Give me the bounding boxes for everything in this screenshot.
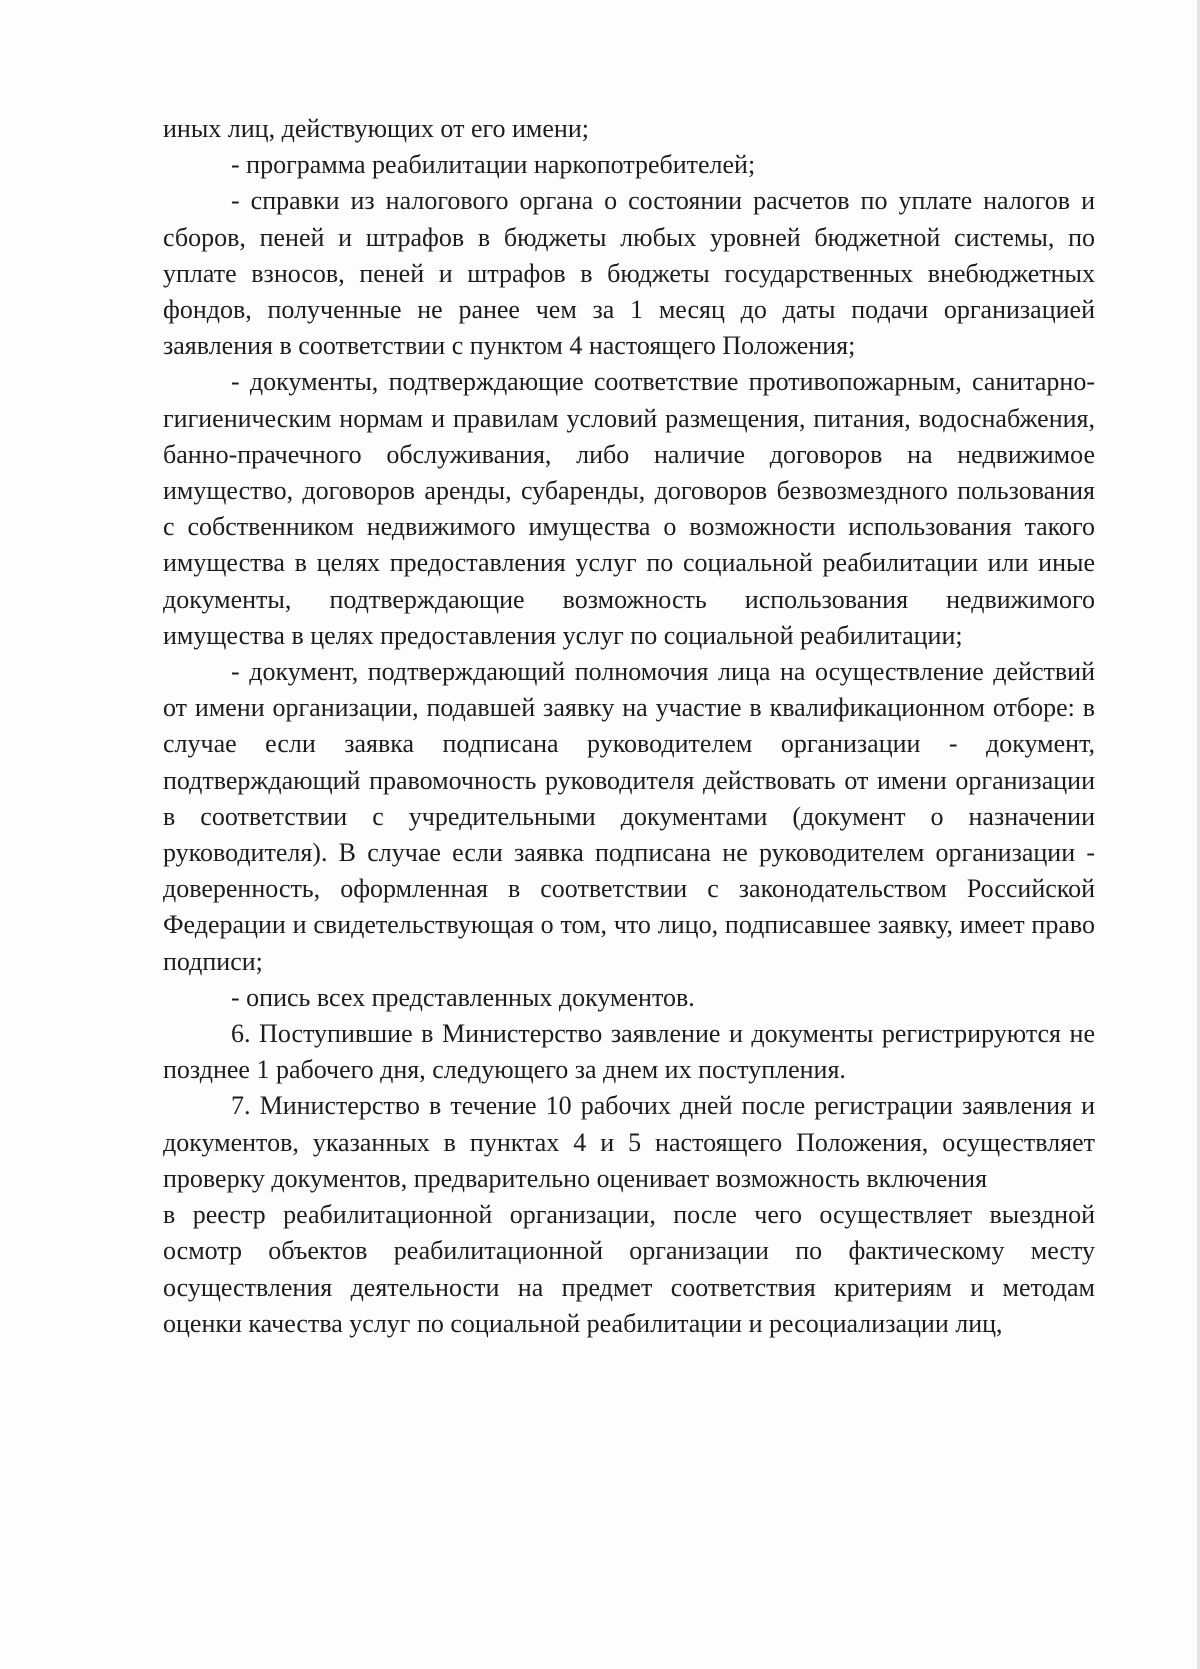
clause-7-continuation: в реестр реабилитационной организации, после чего осуществляет выездной осмотр объектов реабилитационной организации по фактическому месту осуществления деятельности на предмет соответствия критериям и методам оценки качества услуг по социальной реабилитации и ресоциализации лиц, [163,1200,1095,1338]
list-item-tax-certificates: - справки из налогового органа о состоянии расчетов по уплате налогов и сборов, пеней и штрафов в бюджеты любых уровней бюджетной системы, по уплате взносов, пеней и штрафов в бюджеты государственных внебюджетных фондов, полученные не ранее чем за 1 месяц до даты подачи организацией заявления в соответствии с пунктом 4 настоящего Положения; [163,186,1095,361]
list-item-document-inventory: - опись всех представленных документов. [231,982,695,1012]
clause-7-verification: 7. Министерство в течение 10 рабочих дней после регистрации заявления и документов, указанных в пунктах 4 и 5 настоящего Положения, осуществляет проверку документов, предварительно оценивает возможность включения [163,1091,1095,1193]
paragraph-continuation: иных лиц, действующих от его имени; [163,114,589,143]
list-item-authority-document: - документ, подтверждающий полномочия лица на осуществление действий от имени организации, подавшей заявку на участие в квалификационном отборе: в случае если заявка подписана руководителем организации - документ, подтверждающий правомочность руководителя действовать от имени организации в соответствии с учредительными документами (документ о назначении руководителя). В случае если заявка подписана не руководителем организации - доверенность, оформленная в соответствии с законодательством Российской Федерации и свидетельствующая о том, что лицо, подписавшее заявку, имеет право подписи; [163,657,1095,976]
clause-6-registration: 6. Поступившие в Министерство заявление и документы регистрируются не позднее 1 рабочего дня, следующего за днем их поступления. [163,1019,1095,1085]
list-item-rehab-program: - программа реабилитации наркопотребителей; [231,150,756,180]
document-body [163,111,1095,1342]
list-item-compliance-documents: - документы, подтверждающие соответствие противопожарным, санитарно-гигиеническим нормам и правилам условий размещения, питания, водоснабжения, банно-прачечного обслуживания, либо наличие договоров на недвижимое имущество, договоров аренды, субаренды, договоров безвозмездного пользования с собственником недвижимого имущества о возможности использования такого имущества в целях предоставления услуг по социальной реабилитации или иные документы, подтверждающие возможность использования недвижимого имущества в целях предоставления услуг по социальной реабилитации; [163,367,1095,650]
